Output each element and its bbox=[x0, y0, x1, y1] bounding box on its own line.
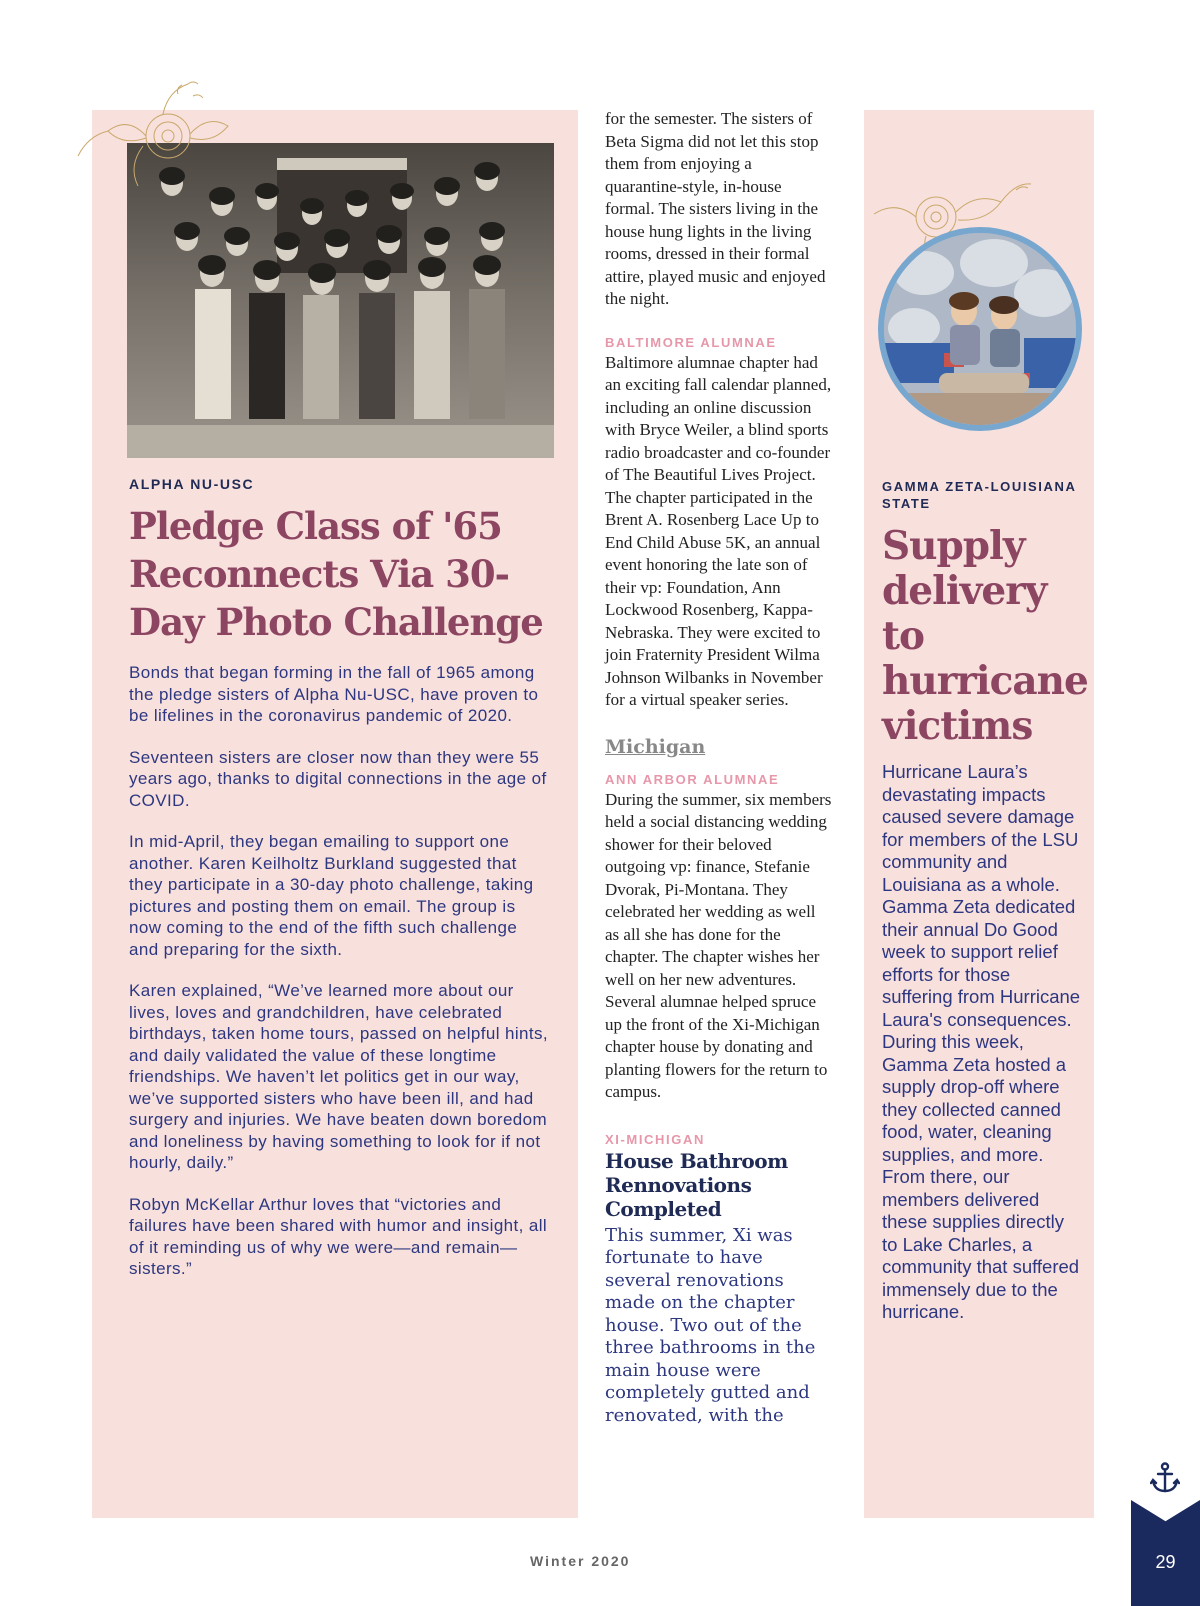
section-title: House Bathroom Rennovations Completed bbox=[605, 1148, 788, 1221]
article-paragraph: Karen explained, “We’ve learned more about our lives, loves and grandchildren, have celebrated birthdays, taken home tours, passed on helpful hints, and daily validated the value of these longtime friendships. We haven’t let politics get in our way, we’ve supported sisters who have been ill, and had surgery and injuries. We have beaten down boredom and loneliness by having something to look for if not hourly, daily.” bbox=[129, 981, 549, 1172]
anchor-icon bbox=[1150, 1462, 1180, 1494]
continued-text: for the semester. The sisters of Beta Sigma did not let this stop them from enjoying a quarantine-style, in-house formal. The sisters living in the house hung lights in the living rooms, dressed in their formal attire, played music and enjoyed the night. bbox=[605, 109, 826, 308]
article-paragraph: Seventeen sisters are closer now than they were 55 years ago, thanks to digital connections in the age of COVID. bbox=[129, 747, 547, 810]
state-heading: Michigan bbox=[605, 735, 706, 758]
article-title: Pledge Class of '65 Reconnects Via 30-Day Photo Challenge bbox=[129, 504, 543, 644]
article-kicker: ALPHA NU-USC bbox=[129, 476, 255, 492]
left-article bbox=[129, 476, 549, 1300]
article-paragraph: Robyn McKellar Arthur loves that “victories and failures have been shared with humor and insight, all of it reminding us of why we were—and remain—sisters.” bbox=[129, 1194, 548, 1278]
section-body: This summer, Xi was fortunate to have several renovations made on the chapter house. Two out of the three bathrooms in the main house were completely gutted and renovated, with the bbox=[605, 1224, 816, 1426]
issue-label: Winter 2020 bbox=[530, 1553, 631, 1569]
article-paragraph: In mid-April, they began emailing to support one another. Karen Keilholtz Burkland suggested that they participate in a 30-day photo challenge, taking pictures and posting them on email. The group is now coming to the end of the fifth such challenge and preparing for the sixth. bbox=[129, 832, 534, 959]
article-body: Hurricane Laura’s devastating impacts caused severe damage for members of the LSU community and Louisiana as a whole. Gamma Zeta dedicated their annual Do Good week to support relief efforts for those suffering from Hurricane Laura's consequences. During this week, Gamma Zeta hosted a supply drop-off where they collected canned food, water, cleaning supplies, and more. From there, our members delivered these supplies directly to Lake Charles, a community that suffered immensely due to the hurricane. bbox=[882, 761, 1081, 1322]
section-body: Baltimore alumnae chapter had an exciting fall calendar planned, including an online discussion with Bryce Weiler, a blind sports radio broadcaster and co-founder of The Beautiful Lives Project. The chapter participated in the Brent A. Rosenberg Lace Up to End Child Abuse 5K, an annual event honoring the late son of their vp: Foundation, Ann Lockwood Rosenberg, Kappa-Nebraska. They were excited to join Fraternity President Wilma Johnson Wilbanks in November for a virtual speaker series. bbox=[605, 352, 832, 709]
article-title: Supply delivery to hurricane victims bbox=[882, 523, 1088, 749]
section-body: During the summer, six members held a social distancing wedding shower for their beloved outgoing vp: finance, Stefanie Dvorak, Pi-Montana. They celebrated her wedding as well as all she has done for the chapter. The chapter wishes her well on her new adventures. Several alumnae helped spruce up the front of the Xi-Michigan chapter house by donating and planting flowers for the return to campus. bbox=[605, 789, 832, 1101]
section-kicker: XI-MICHIGAN bbox=[605, 1131, 705, 1147]
section-kicker: BALTIMORE ALUMNAE bbox=[605, 334, 777, 350]
article-paragraph: Bonds that began forming in the fall of 1965 among the pledge sisters of Alpha Nu-USC, have proven to be lifelines in the coronavirus pandemic of 2020. bbox=[129, 663, 539, 725]
article-kicker: GAMMA ZETA-LOUISIANA STATE bbox=[882, 479, 1076, 511]
floral-decoration-icon bbox=[68, 76, 248, 196]
page-number: 29 bbox=[1155, 1552, 1176, 1572]
supply-drop-off-photo bbox=[878, 227, 1082, 431]
section-kicker: ANN ARBOR ALUMNAE bbox=[605, 771, 780, 787]
middle-column bbox=[605, 108, 833, 1427]
right-article bbox=[882, 478, 1088, 1324]
article-body bbox=[129, 662, 549, 1280]
